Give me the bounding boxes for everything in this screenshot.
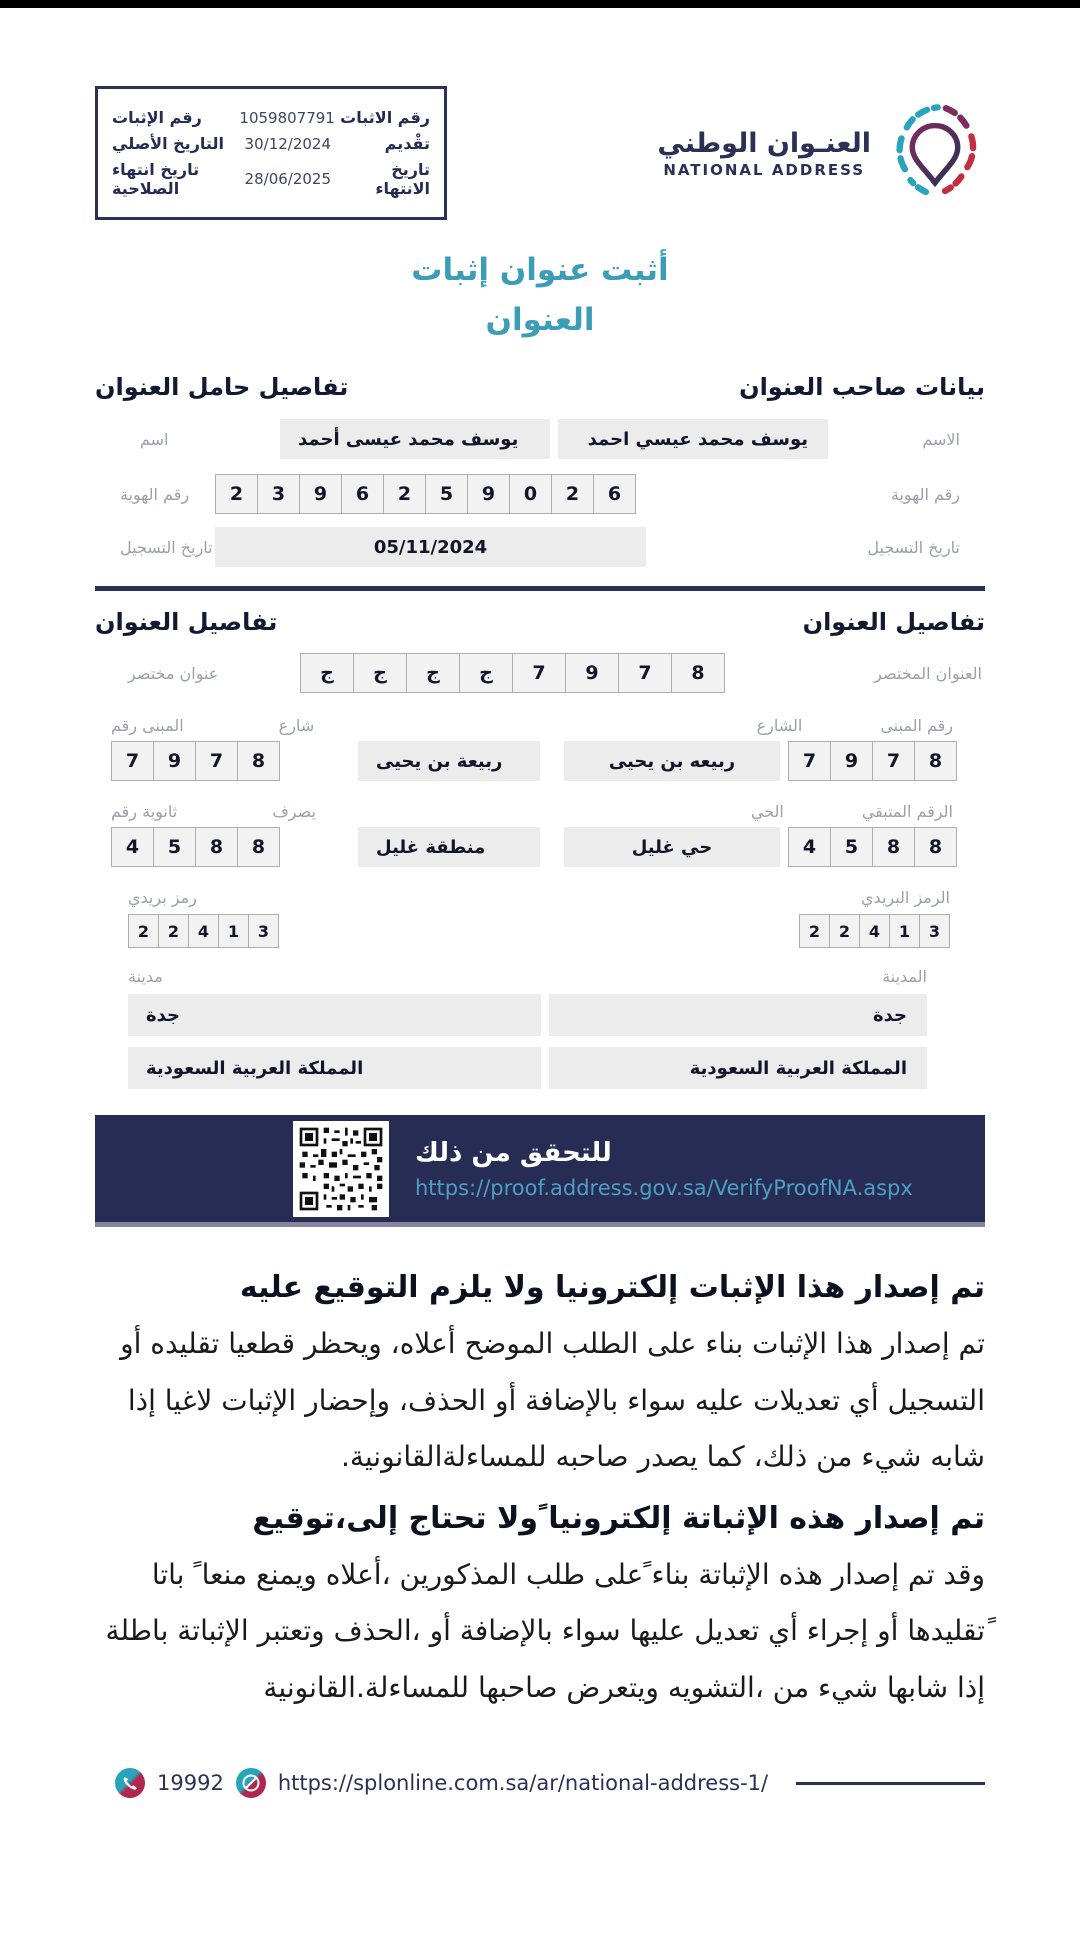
qr-code (293, 1121, 389, 1217)
issue-date-label-right: تقْديم (384, 134, 430, 153)
proof-number-value: 1059807791 (239, 108, 335, 127)
short-address-row (95, 653, 985, 693)
digit-cell: 5 (830, 827, 873, 867)
footer (95, 1768, 985, 1798)
digit-cell: 2 (799, 914, 830, 948)
legal-paragraph-2: وقد تم إصدار هذه الإثباتة بناء ًعلى طلب المذكورين ،أعلاه ويمنع منعا ً باتا ًتقليدها أو إجراء أي تعديل عليها سواء بالإضافة أو ،الحذف وتعتبر الإثباتة باطلة إذا شابها شيء من ،التشويه ويتعرض صاحبها للمساءلة.القانونية (105, 1557, 985, 1704)
owner-heading-right: بيانات صاحب العنوان (739, 373, 985, 402)
legal-paragraph-1: تم إصدار هذا الإثبات بناء على الطلب الموضح أعلاه، ويحظر قطعيا تقليده أو التسجيل أي تعديلات عليه سواء بالإضافة أو الحذف، وإحضار الإثبات لاغيا إذا شابه شيء من ذلك، كما يصدر صاحبه للمساءلةالقانونية. (120, 1327, 985, 1474)
document-title (95, 246, 985, 345)
char-cell: ج (353, 653, 407, 693)
name-value-right: يوسف محمد عيسي احمد (558, 419, 828, 459)
country-value-left: المملكة العربية السعودية (128, 1047, 541, 1089)
name-label-right: الاسم (922, 429, 960, 449)
secondary-number-label-right: الرقم المتبقي (861, 802, 953, 822)
digit-cell: 9 (467, 474, 510, 514)
logo-text (657, 128, 871, 179)
digit-cell: 9 (153, 741, 196, 781)
street-label-left: شارع (278, 716, 315, 736)
street-row (95, 716, 985, 781)
digit-cell: 8 (195, 827, 238, 867)
char-cell: 8 (671, 653, 725, 693)
proof-number-row (112, 108, 430, 127)
building-number-label-left: المبنى رقم (111, 716, 184, 736)
postal-cells-left (128, 914, 279, 948)
digit-cell: 4 (859, 914, 890, 948)
street-value-left: ربيعة بن يحيى (358, 741, 540, 781)
digit-cell: 4 (111, 827, 154, 867)
district-right-half (540, 802, 985, 867)
digit-cell: 3 (248, 914, 279, 948)
street-value-right: ربيعه بن يحيى (564, 741, 780, 781)
verification-band (95, 1115, 985, 1227)
street-right-half (540, 716, 985, 781)
short-address-cells (300, 653, 725, 693)
verification-heading: للتحقق من ذلك (415, 1137, 612, 1168)
issue-date-label-left: التاريخ الأصلي (112, 134, 224, 153)
short-address-label-right: العنوان المختصر (874, 663, 982, 683)
digit-cell: 7 (872, 741, 915, 781)
reg-date-label-right: تاريخ التسجيل (867, 537, 960, 557)
expiry-date-row (112, 160, 430, 198)
top-black-bar (0, 0, 1080, 8)
document-page (95, 86, 985, 1798)
street-left-half (95, 716, 540, 781)
digit-cell: 0 (509, 474, 552, 514)
id-label-left: رقم الهوية (120, 484, 190, 504)
expiry-date-value: 28/06/2025 (244, 170, 332, 188)
issue-date-row (112, 134, 430, 153)
issue-date-value: 30/12/2024 (244, 134, 332, 153)
char-cell: ج (300, 653, 354, 693)
expiry-date-label-left: تاريخ انتهاء الصلاحية (112, 160, 200, 198)
verification-text (415, 1138, 913, 1200)
name-row (95, 419, 985, 459)
id-number-row (95, 474, 985, 514)
city-label-left: مدينة (128, 967, 163, 987)
secondary-number-cells-left (111, 827, 280, 867)
digit-cell: 8 (872, 827, 915, 867)
country-row (95, 1047, 985, 1089)
legal-heading-1: تم إصدار هذا الإثبات إلكترونيا ولا يلزم التوقيع عليه (239, 1270, 985, 1306)
country-value-right: المملكة العربية السعودية (549, 1047, 927, 1089)
reg-date-value: 05/11/2024 (215, 527, 646, 567)
digit-cell: 7 (111, 741, 154, 781)
postal-cells-right (799, 914, 950, 948)
proof-number-label-left: رقم الإثبات (112, 108, 202, 127)
document-title-line1: أثبت عنوان إثبات (411, 252, 669, 288)
digit-cell: 6 (341, 474, 384, 514)
address-heading-left: تفاصيل العنوان (95, 608, 278, 637)
digit-cell: 2 (215, 474, 258, 514)
digit-cell: 4 (188, 914, 219, 948)
footer-phone-number: 19992 (157, 1771, 224, 1796)
phone-icon (115, 1768, 145, 1798)
char-cell: 9 (565, 653, 619, 693)
header (95, 86, 985, 220)
short-address-label-left: عنوان مختصر (128, 663, 219, 683)
expiry-date-label-right: تاريخ الانتهاء (375, 160, 430, 198)
postal-label-left: رمز بريدي (128, 888, 197, 908)
national-address-logo (657, 95, 985, 211)
district-value-left: منطقة غليل (358, 827, 540, 867)
proof-number-label-right: رقم الاثبات (340, 108, 430, 127)
city-labels (95, 967, 985, 986)
legal-text-block (95, 1265, 985, 1716)
district-label-right: الحي (750, 802, 784, 822)
district-row (95, 802, 985, 867)
char-cell: 7 (618, 653, 672, 693)
district-label-left: يصرف (272, 802, 316, 822)
digit-cell: 2 (551, 474, 594, 514)
postal-label-right: الرمز البريدي (861, 888, 950, 908)
street-label-right: الشارع (756, 716, 803, 736)
proof-info-box (95, 86, 447, 220)
id-label-right: رقم الهوية (890, 484, 960, 504)
digit-cell: 1 (889, 914, 920, 948)
digit-cell: 8 (914, 741, 957, 781)
char-cell: ج (459, 653, 513, 693)
name-label-left: اسم (140, 429, 169, 449)
postal-right-group (799, 888, 985, 948)
digit-cell: 2 (829, 914, 860, 948)
city-row (95, 994, 985, 1036)
legal-heading-2: تم إصدار هذه الإثباتة إلكترونيا ًولا تحتاج إلى،توقيع (252, 1500, 985, 1536)
digit-cell: 5 (153, 827, 196, 867)
digit-cell: 6 (593, 474, 636, 514)
owner-heading-left: تفاصيل حامل العنوان (95, 373, 349, 402)
char-cell: ج (406, 653, 460, 693)
location-pin-icon (885, 95, 985, 211)
digit-cell: 2 (128, 914, 159, 948)
district-value-right: حي غليل (564, 827, 780, 867)
document-title-line2: العنوان (485, 301, 595, 338)
digit-cell: 8 (237, 741, 280, 781)
digit-cell: 2 (158, 914, 189, 948)
digit-cell: 9 (299, 474, 342, 514)
digit-cell: 8 (914, 827, 957, 867)
footer-url-link[interactable]: https://splonline.com.sa/ar/national-address-1/ (277, 1771, 769, 1796)
secondary-number-label-left: ثانوية رقم (111, 802, 178, 822)
logo-title-arabic: العنـوان الوطني (657, 127, 871, 159)
secondary-number-cells-right (788, 827, 957, 867)
name-value-left: يوسف محمد عيسى أحمد (280, 419, 550, 459)
digit-cell: 7 (788, 741, 831, 781)
building-number-cells-right (788, 741, 957, 781)
digit-cell: 4 (788, 827, 831, 867)
district-left-half (95, 802, 540, 867)
address-heading-right: تفاصيل العنوان (802, 608, 985, 637)
building-number-cells-left (111, 741, 280, 781)
globe-icon (236, 1768, 266, 1798)
postal-code-row (95, 888, 985, 948)
char-cell: 7 (512, 653, 566, 693)
digit-cell: 3 (919, 914, 950, 948)
building-number-label-right: رقم المبنى (880, 716, 953, 736)
digit-cell: 9 (830, 741, 873, 781)
logo-title-english: NATIONAL ADDRESS (663, 160, 866, 179)
id-digit-cells (215, 474, 636, 514)
postal-left-group (95, 888, 279, 948)
digit-cell: 3 (257, 474, 300, 514)
city-label-right: المدينة (882, 967, 927, 987)
verification-url-link[interactable]: https://proof.address.gov.sa/VerifyProofNA.aspx (415, 1175, 913, 1200)
digit-cell: 1 (218, 914, 249, 948)
owner-section-headings (95, 373, 985, 401)
footer-rule (796, 1782, 985, 1785)
reg-date-label-left: تاريخ التسجيل (120, 537, 213, 557)
digit-cell: 7 (195, 741, 238, 781)
digit-cell: 8 (237, 827, 280, 867)
digit-cell: 2 (383, 474, 426, 514)
city-value-left: جدة (128, 994, 541, 1036)
digit-cell: 5 (425, 474, 468, 514)
address-section-headings (95, 608, 985, 636)
city-value-right: جدة (549, 994, 927, 1036)
section-divider (95, 586, 985, 591)
registration-date-row (95, 527, 985, 567)
